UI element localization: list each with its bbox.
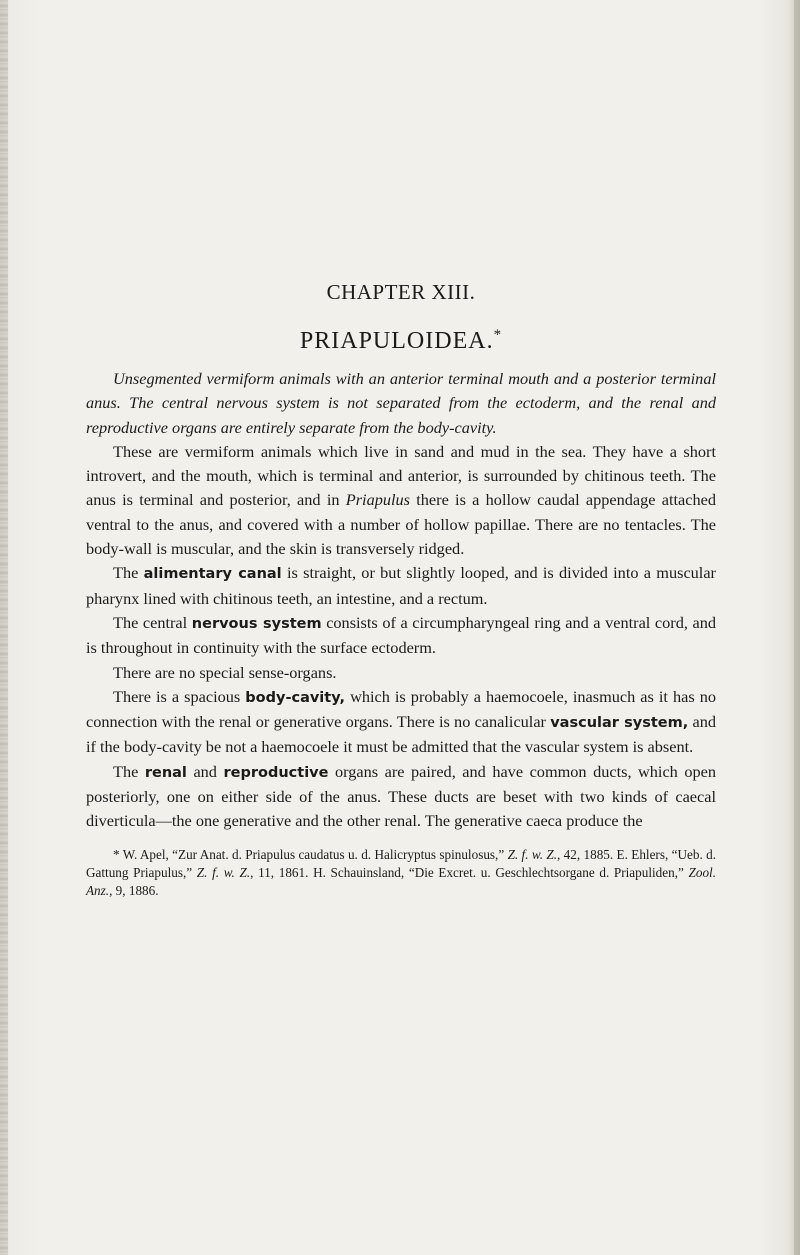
- text-run: * W. Apel, “Zur Anat. d. Priapulus caudatus u. d. Halicryptus spinulosus,”: [113, 846, 508, 862]
- page-left-edge: [0, 0, 8, 1255]
- text-run: , 11, 1861. H. Schauinsland, “Die Excret. u. Geschlechtsorgane d. Priapuliden,”: [250, 864, 689, 880]
- text-run: , 9, 1886.: [109, 882, 159, 898]
- text-run: There is a spacious: [113, 686, 246, 706]
- journal-abbrev: Z. f. w. Z.: [196, 864, 251, 880]
- text-run: and if the body-cavity be not a haemocoele it must be admitted that the vascular system is absent.: [86, 712, 716, 757]
- chapter-heading: CHAPTER XIII.: [326, 280, 476, 304]
- keyword: alimentary canal: [143, 566, 282, 583]
- keyword: reproductive: [223, 764, 329, 781]
- text-run: which is probably a haemocoele, inasmuch as it has no connection with the renal or generative organs. There is no canalicular: [86, 686, 716, 732]
- footnote-text: [86, 846, 716, 900]
- chapter-title-text: PRIAPULOIDEA.: [299, 328, 494, 354]
- footnote: [86, 846, 716, 900]
- text-run: The central: [113, 612, 192, 632]
- keyword: nervous system: [191, 615, 322, 632]
- keyword: vascular system,: [550, 715, 689, 732]
- title-footnote-mark: *: [493, 327, 503, 343]
- text-run: organs are paired, and have common ducts, which open posteriorly, one on either side of the anus. These ducts are beset with two kinds of caecal diverticula—the one generative and the other renal. The generative caeca produce the: [86, 761, 716, 831]
- journal-abbrev: Z. f. w. Z.: [507, 846, 557, 862]
- text-run: The: [113, 563, 144, 583]
- text-run: is straight, or but slightly looped, and is divided into a muscular pharynx lined with chitinous teeth, an intestine, and a rectum.: [86, 563, 716, 608]
- paragraph-nervous-system: [86, 611, 716, 661]
- paragraph-alimentary-canal: [86, 561, 716, 611]
- paragraph-general-form: [86, 440, 716, 561]
- text-run: there is a hollow caudal appendage attached ventral to the anus, and covered with a number of hollow papillae. There are no tentacles. The body-wall is muscular, and the skin is transversely ridged.: [86, 490, 717, 559]
- page-content: [86, 280, 716, 900]
- text-run: and: [186, 761, 224, 781]
- text-run: These are vermiform animals which live in sand and mud in the sea. They have a short introvert, and the mouth, which is terminal and anterior, is surrounded by chitinous teeth. The anus is terminal and posterior, and in: [86, 441, 716, 510]
- chapter-summary: Unsegmented vermiform animals with an anterior terminal mouth and a posterior terminal anus. The central nervous system is not separated from the ectoderm, and the renal and reproductive organs are entirely separate from the body-cavity.: [86, 369, 716, 437]
- text-run: consists of a circumpharyngeal ring and a ventral cord, and is throughout in continuity with the surface ectoderm.: [86, 612, 716, 658]
- genus-name: Priapulus: [345, 490, 410, 510]
- paragraph-body-cavity: [86, 685, 716, 760]
- chapter-title: [86, 327, 716, 355]
- text-run: The: [113, 761, 145, 781]
- text-run: There are no special sense-organs.: [113, 662, 337, 682]
- keyword: body-cavity,: [245, 689, 346, 706]
- paragraph-sense-organs: [86, 661, 716, 685]
- keyword: renal: [144, 764, 187, 781]
- journal-abbrev: Zool. Anz.: [86, 864, 716, 898]
- paragraph-renal-reproductive: [86, 760, 716, 834]
- page-right-edge: [794, 0, 800, 1255]
- text-run: , 42, 1885. E. Ehlers, “Ueb. d. Gattung Priapulus,”: [86, 846, 716, 880]
